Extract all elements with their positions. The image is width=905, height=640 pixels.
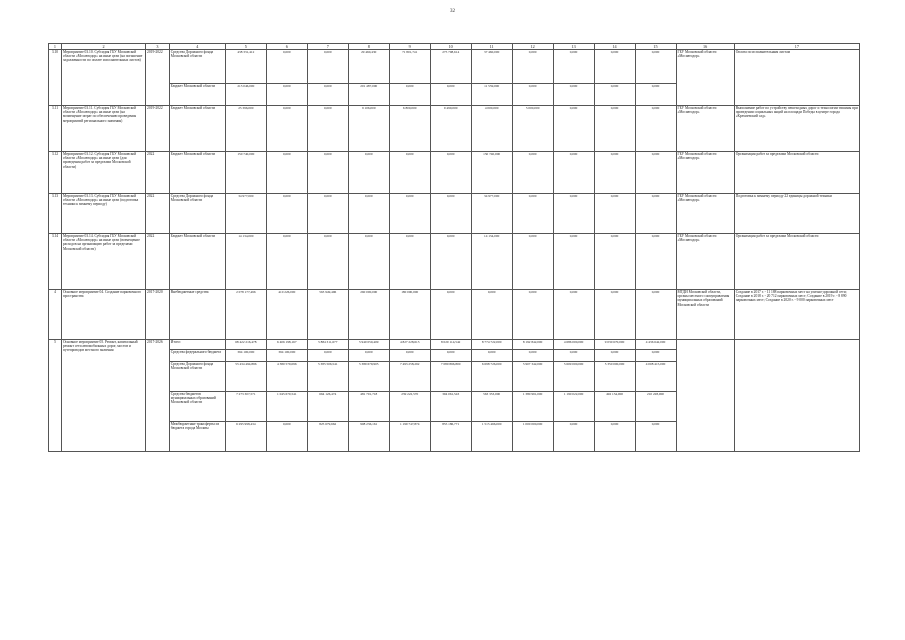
period: 2022	[146, 194, 170, 234]
measure-name: Мероприятие 03.12. Субсидия ГБУ Московской области «Мосавтодор» на иные цели (для проведения работ за пределами Московской области)	[61, 152, 145, 194]
table-row	[49, 106, 860, 152]
table-row	[49, 234, 860, 290]
funding-source: Средства федерального бюджета	[169, 350, 225, 362]
executor: ГБУ Московской области «Мосавтодор»	[676, 152, 734, 194]
amount-cell: 2 078 177,496	[225, 290, 266, 340]
executor: МТДИ Московской области, органы местного самоуправления муниципальных образований Московской области	[676, 290, 734, 340]
amount-cell: 0,000	[348, 152, 389, 194]
period: 2019-2022	[146, 50, 170, 106]
amount-cell: 0,000	[635, 234, 676, 290]
amount-cell: 6 698 726,000	[471, 362, 512, 392]
amount-cell: 8 774 722,000	[471, 340, 512, 350]
amount-cell: 5 385 506,541	[307, 362, 348, 392]
header-cell: 16	[676, 44, 734, 50]
header-cell: 17	[734, 44, 859, 50]
header-cell: 15	[635, 44, 676, 50]
amount-cell: 0,000	[512, 194, 553, 234]
amount-cell: 0,000	[266, 152, 307, 194]
amount-cell: 4 000,000	[471, 106, 512, 152]
amount-cell: 260 000,000	[348, 290, 389, 340]
header-cell: 9	[389, 44, 430, 50]
amount-cell: 0,000	[594, 290, 635, 340]
funding-source: Средства Дорожного фонда Московской области	[169, 194, 225, 234]
amount-cell: 0,000	[266, 106, 307, 152]
funding-source: Бюджет Московской области	[169, 152, 225, 194]
amount-cell: 0,000	[553, 290, 594, 340]
executor: ГБУ Московской области «Мосавтодор»	[676, 234, 734, 290]
amount-cell: 71 801,741	[389, 50, 430, 84]
amount-cell: 0,000	[307, 234, 348, 290]
amount-cell: 4 008 415,000	[635, 362, 676, 392]
amount-cell: 210 228,000	[635, 392, 676, 422]
amount-cell: 68 422 216,478	[225, 340, 266, 350]
header-cell: 14	[594, 44, 635, 50]
row-number: 5	[49, 340, 62, 452]
amount-cell: 0,000	[389, 84, 430, 106]
amount-cell: 0,000	[512, 290, 553, 340]
header-cell: 7	[307, 44, 348, 50]
amount-cell: 0,000	[512, 50, 553, 84]
amount-cell: 0,000	[389, 234, 430, 290]
amount-cell: 37 460,000	[471, 50, 512, 84]
amount-cell: 0,000	[512, 152, 553, 194]
funding-source: Средства бюджетов муниципальных образований Московской области	[169, 392, 225, 422]
amount-cell: 0,000	[307, 152, 348, 194]
amount-cell: 25 396,000	[225, 106, 266, 152]
amount-cell: 0,000	[430, 194, 471, 234]
executor	[676, 340, 734, 452]
amount-cell: 0,000	[512, 84, 553, 106]
amount-cell: 438 331,412	[225, 50, 266, 84]
amount-cell: 4 686 000,000	[553, 340, 594, 350]
measure-name: Мероприятие 03.10. Субсидия ГБУ Московской области «Мосавтодор» на иные цели (на погашение задолженности по оплате исполнительных листов)	[61, 50, 145, 106]
amount-cell: 0,000	[553, 50, 594, 84]
row-number: 3.14	[49, 234, 62, 290]
amount-cell: 0,000	[266, 50, 307, 84]
header-cell: 5	[225, 44, 266, 50]
table-row	[49, 152, 860, 194]
amount-cell: 53 434 494,896	[225, 362, 266, 392]
result: Создание в 2017 г. - 11 188 парковочных мест на улично-дорожной сети; Создание в 2018 г. - 20 712 парковочных мест; Создание в 2019 г. - 8 890 парковочных мест; Создание в 2020 г. - 9 000 парковочных мест	[734, 290, 859, 340]
executor: ГБУ Московской области «Мосавтодор»	[676, 50, 734, 106]
funding-source: Внебюджетные средства	[169, 290, 225, 340]
amount-cell: 0,000	[430, 84, 471, 106]
amount-cell: 0,000	[430, 290, 471, 340]
amount-cell: 5 884 311,677	[307, 340, 348, 350]
amount-cell: 0,000	[512, 234, 553, 290]
amount-cell: 0,000	[635, 152, 676, 194]
amount-cell: 394 061,543	[430, 392, 471, 422]
amount-cell: 9 030 670,000	[594, 340, 635, 350]
amount-cell: 0,000	[348, 194, 389, 234]
period: 2019-2022	[146, 106, 170, 152]
measure-name: Основное мероприятие 04. Создание парковочного пространства	[61, 290, 145, 340]
header-cell: 12	[512, 44, 553, 50]
amount-cell: 1 045 670,541	[266, 392, 307, 422]
row-number: 3.10	[49, 50, 62, 106]
header-cell: 3	[146, 44, 170, 50]
header-cell: 2	[61, 44, 145, 50]
amount-cell: 14 134,000	[225, 234, 266, 290]
amount-cell: 492 134,000	[594, 392, 635, 422]
amount-cell: 5 000,000	[512, 106, 553, 152]
funding-source: Бюджет Московской области	[169, 84, 225, 106]
amount-cell: 0,000	[266, 234, 307, 290]
amount-cell: 0,000	[553, 234, 594, 290]
amount-cell: 6 800,000	[389, 106, 430, 152]
result: Оплата по исполнительным листам	[734, 50, 859, 106]
amount-cell: 0,000	[430, 350, 471, 362]
page-number: 32	[450, 9, 455, 14]
amount-cell: 394 100,000	[266, 350, 307, 362]
amount-cell: 0,000	[389, 152, 430, 194]
amount-cell: 0,000	[553, 422, 594, 452]
period: 2017-2020	[146, 290, 170, 340]
amount-cell: 394 100,000	[225, 350, 266, 362]
amount-cell: 34 977,000	[225, 194, 266, 234]
amount-cell: 0,000	[307, 106, 348, 152]
amount-cell: 0,000	[348, 234, 389, 290]
amount-cell: 0,000	[430, 152, 471, 194]
period: 2022	[146, 152, 170, 194]
table-row	[49, 290, 860, 340]
period: 2022	[146, 234, 170, 290]
table-body	[49, 44, 860, 452]
row-number: 3.12	[49, 152, 62, 194]
header-cell: 4	[169, 44, 225, 50]
amount-cell: 7 273 307,571	[225, 392, 266, 422]
header-cell: 11	[471, 44, 512, 50]
amount-cell: 0,000	[307, 194, 348, 234]
executor: ГБУ Московской области «Мосавтодор»	[676, 106, 734, 152]
row-number: 3.13	[49, 194, 62, 234]
funding-source: Средства Дорожного фонда Московской области	[169, 362, 225, 392]
amount-cell: 7 493 258,292	[389, 362, 430, 392]
amount-cell: 239 222,570	[389, 392, 430, 422]
amount-cell: 0,000	[307, 50, 348, 84]
amount-cell: 410 226,000	[266, 290, 307, 340]
amount-cell: 0,000	[471, 290, 512, 340]
amount-cell: 0,000	[594, 106, 635, 152]
amount-cell: 201 487,000	[348, 84, 389, 106]
program-table	[48, 43, 860, 452]
amount-cell: 1 190 022,000	[553, 392, 594, 422]
amount-cell: 0,000	[389, 194, 430, 234]
table-row	[49, 194, 860, 234]
funding-source: Средства Дорожного фонда Московской области	[169, 50, 225, 84]
amount-cell: 0,000	[430, 234, 471, 290]
amount-cell: 9 106,000	[348, 106, 389, 152]
amount-cell: 5 389 679,905	[348, 362, 389, 392]
result	[734, 340, 859, 452]
measure-name: Мероприятие 03.13. Субсидия ГБУ Московской области «Мосавтодор» на иные цели (подготовка техники к зимнему периоду)	[61, 194, 145, 234]
table-row	[49, 50, 860, 84]
measure-name: Мероприятие 03.11. Субсидия ГБУ Московской области «Мосавтодор» на иные цели (на возмещение затрат по обеспечению проведения мероприятий регионального значения)	[61, 106, 145, 152]
amount-cell: 7 080 866,800	[430, 362, 471, 392]
amount-cell: 0,000	[512, 350, 553, 362]
amount-cell: 0,000	[266, 194, 307, 234]
amount-cell: 6 295 998,434	[225, 422, 266, 452]
amount-cell: 34 977,000	[471, 194, 512, 234]
header-cell: 13	[553, 44, 594, 50]
amount-cell: 825 679,662	[307, 422, 348, 452]
amount-cell: 0,000	[266, 84, 307, 106]
amount-cell: 0,000	[635, 106, 676, 152]
amount-cell: 0,000	[553, 350, 594, 362]
amount-cell: 0,000	[553, 152, 594, 194]
amount-cell: 5 907 342,000	[512, 362, 553, 392]
amount-cell: 0,000	[553, 194, 594, 234]
amount-cell: 5 940 050,409	[348, 340, 389, 350]
amount-cell: 1 199 747,874	[389, 422, 430, 452]
measure-name: Мероприятие 03.14. Субсидия ГБУ Московской области «Мосавтодор» на иные цели (возмещение расходов на организацию работ за пределами Московской области)	[61, 234, 145, 290]
amount-cell: 14 134,000	[471, 234, 512, 290]
amount-cell: 855 186,771	[430, 422, 471, 452]
amount-cell: 0,000	[307, 350, 348, 362]
amount-cell: 11 559,000	[471, 84, 512, 106]
row-number: 3.11	[49, 106, 62, 152]
result: Организация работ за пределами Московской области	[734, 234, 859, 290]
amount-cell: 5 350 000,000	[594, 362, 635, 392]
funding-source: Бюджет Московской области	[169, 234, 225, 290]
amount-cell: 0,000	[635, 50, 676, 84]
amount-cell: 0,000	[266, 422, 307, 452]
row-number: 4	[49, 290, 62, 340]
amount-cell: 908 236,161	[348, 422, 389, 452]
amount-cell: 0,000	[594, 234, 635, 290]
amount-cell: 0,000	[635, 84, 676, 106]
amount-cell: 1 515 466,000	[471, 422, 512, 452]
amount-cell: 150 740,000	[471, 152, 512, 194]
header-cell: 8	[348, 44, 389, 50]
amount-cell: 0,000	[594, 50, 635, 84]
amount-cell: 29 460,430	[348, 50, 389, 84]
amount-cell: 0,000	[594, 84, 635, 106]
amount-cell: 8 020 114,542	[430, 340, 471, 350]
amount-cell: 150 740,000	[225, 152, 266, 194]
header-cell: 10	[430, 44, 471, 50]
amount-cell: 4 827 228,613	[389, 340, 430, 350]
amount-cell: 0,000	[594, 350, 635, 362]
amount-cell: 481 701,718	[348, 392, 389, 422]
amount-cell: 0,000	[348, 350, 389, 362]
amount-cell: 664 126,474	[307, 392, 348, 422]
funding-source: Итого:	[169, 340, 225, 350]
amount-cell: 0,000	[635, 290, 676, 340]
amount-cell: 213 046,000	[225, 84, 266, 106]
table-row	[49, 340, 860, 350]
amount-cell: 1 000 000,000	[512, 422, 553, 452]
header-cell: 1	[49, 44, 62, 50]
amount-cell: 6 406 198,167	[266, 340, 307, 350]
amount-cell: 180 000,000	[389, 290, 430, 340]
amount-cell: 0,000	[389, 350, 430, 362]
amount-cell: 0,000	[553, 106, 594, 152]
header-cell: 6	[266, 44, 307, 50]
amount-cell: 4 436 642,000	[635, 340, 676, 350]
measure-name: Основное мероприятие 05. Ремонт, капитальный ремонт сети автомобильных дорог, мостов и путепроводов местного значения	[61, 340, 145, 452]
amount-cell: 563 949,496	[307, 290, 348, 340]
amount-cell: 275 708,614	[430, 50, 471, 84]
period: 2017-2026	[146, 340, 170, 452]
amount-cell: 0,000	[471, 350, 512, 362]
result: Выполнение работ по устройству пешеходных дорог и технологии тишины при проведении социальных акций на площади Победы в центре города «Кремлевский сад»	[734, 106, 859, 152]
amount-cell: 5 609 000,000	[553, 362, 594, 392]
amount-cell: 0,000	[553, 84, 594, 106]
result: Подготовка к зимнему периоду 22 единицы дорожной техники	[734, 194, 859, 234]
amount-cell: 0,000	[307, 84, 348, 106]
executor: ГБУ Московской области «Мосавтодор»	[676, 194, 734, 234]
amount-cell: 0,000	[635, 350, 676, 362]
amount-cell: 563 333,000	[471, 392, 512, 422]
amount-cell: 0,000	[594, 422, 635, 452]
amount-cell: 0,000	[635, 194, 676, 234]
amount-cell: 8 192 842,000	[512, 340, 553, 350]
amount-cell: 0,000	[635, 422, 676, 452]
amount-cell: 4 380 579,096	[266, 362, 307, 392]
funding-source: Межбюджетные трансферты из бюджета города Москвы	[169, 422, 225, 452]
amount-cell: 1 380 991,000	[512, 392, 553, 422]
result: Организация работ за пределами Московской области	[734, 152, 859, 194]
funding-source: Бюджет Московской области	[169, 106, 225, 152]
amount-cell: 0,000	[594, 152, 635, 194]
amount-cell: 9 490,000	[430, 106, 471, 152]
amount-cell: 0,000	[594, 194, 635, 234]
